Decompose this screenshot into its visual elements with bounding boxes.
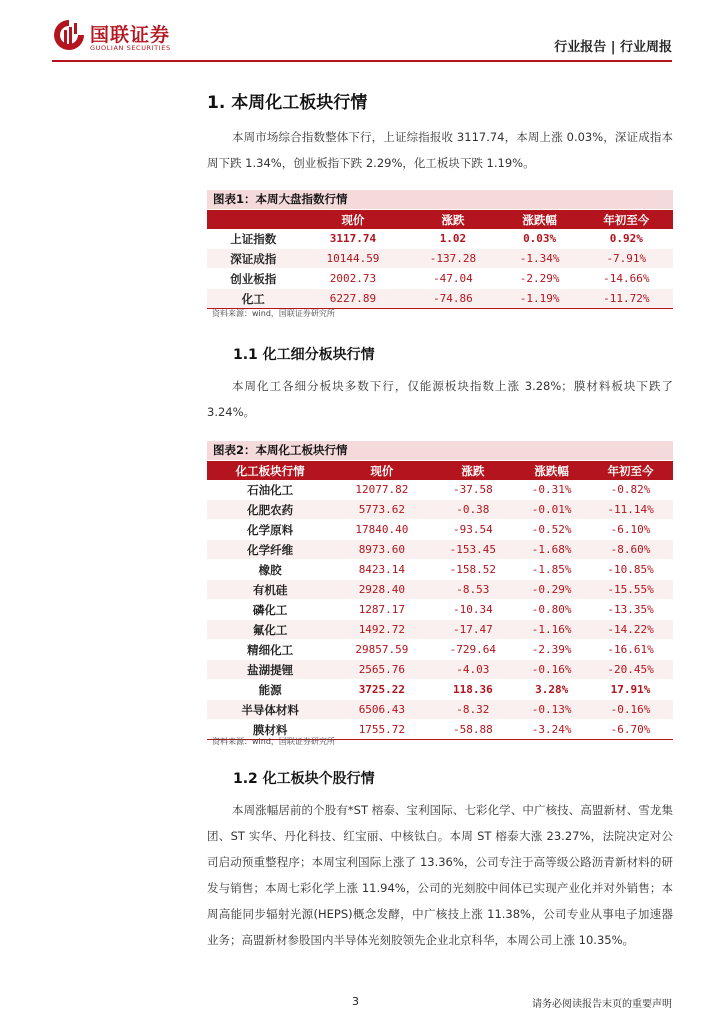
pct-change-cell: -1.19% [500,289,580,309]
change-cell: -10.34 [430,600,515,620]
table-row [207,580,673,600]
price-cell: 1755.72 [333,720,430,740]
pct-change-cell: -0.29% [515,580,588,600]
ytd-cell: -15.55% [588,580,673,600]
price-cell: 3117.74 [300,229,407,249]
price-cell: 5773.62 [333,500,430,520]
header-divider [52,60,672,62]
change-cell: -137.28 [406,249,499,269]
price-cell: 2002.73 [300,269,407,289]
row-label: 有机硅 [207,580,333,600]
price-cell: 3725.22 [333,680,430,700]
table-row [207,289,673,309]
section-paragraph: 本周市场综合指数整体下行，上证综指报收 3117.74，本周上涨 0.03%，深证成指本周下跌 1.34%，创业板指下跌 2.29%，化工板块下跌 1.19%。 [207,130,673,170]
price-cell: 6227.89 [300,289,407,309]
column-header: 化工板块行情 [207,461,333,480]
row-label: 化学原料 [207,520,333,540]
row-label: 石油化工 [207,480,333,500]
change-cell: -729.64 [430,640,515,660]
row-label: 磷化工 [207,600,333,620]
company-logo [52,18,192,58]
ytd-cell: -0.82% [588,480,673,500]
price-cell: 12077.82 [333,480,430,500]
pct-change-cell: 0.03% [500,229,580,249]
column-header: 现价 [300,210,407,229]
column-header [207,210,300,229]
row-label: 化工 [207,289,300,309]
pct-change-cell: -1.85% [515,560,588,580]
subsection-title: 1.1 化工细分板块行情 [233,347,375,363]
change-cell: -0.38 [430,500,515,520]
price-cell: 1492.72 [333,620,430,640]
price-cell: 2565.76 [333,660,430,680]
table-row [207,500,673,520]
row-label: 化肥农药 [207,500,333,520]
row-label: 化学纤维 [207,540,333,560]
change-cell: 118.36 [430,680,515,700]
section-title: 1. 本周化工板块行情 [207,93,368,113]
price-cell: 8973.60 [333,540,430,560]
index-table [207,210,673,309]
table-row [207,620,673,640]
ytd-cell: -11.14% [588,500,673,520]
column-header: 涨跌幅 [515,461,588,480]
logo-mark-icon [52,18,86,52]
table1-source: 资料来源：wind，国联证券研究所 [212,309,335,318]
page-number: 3 [352,995,359,1008]
pct-change-cell: -0.80% [515,600,588,620]
ytd-cell: -7.91% [580,249,673,269]
sector-table [207,461,673,740]
logo-text: 国联证券 [90,24,171,46]
table-row [207,600,673,620]
table-row [207,480,673,500]
row-label: 创业板指 [207,269,300,289]
price-cell: 10144.59 [300,249,407,269]
change-cell: -4.03 [430,660,515,680]
change-cell: -153.45 [430,540,515,560]
ytd-cell: -6.70% [588,720,673,740]
change-cell: -47.04 [406,269,499,289]
table-row [207,249,673,269]
ytd-cell: -6.10% [588,520,673,540]
change-cell: -37.58 [430,480,515,500]
ytd-cell: -10.85% [588,560,673,580]
table1-title: 图表1：本周大盘指数行情 [207,190,673,209]
pct-change-cell: 3.28% [515,680,588,700]
price-cell: 8423.14 [333,560,430,580]
pct-change-cell: -0.16% [515,660,588,680]
table-row [207,680,673,700]
price-cell: 29857.59 [333,640,430,660]
ytd-cell: -14.22% [588,620,673,640]
pct-change-cell: -2.39% [515,640,588,660]
pct-change-cell: -1.68% [515,540,588,560]
change-cell: -8.53 [430,580,515,600]
table-row [207,640,673,660]
row-label: 盐湖提锂 [207,660,333,680]
price-cell: 6506.43 [333,700,430,720]
row-label: 氟化工 [207,620,333,640]
row-label: 能源 [207,680,333,700]
row-label: 半导体材料 [207,700,333,720]
row-label: 精细化工 [207,640,333,660]
pct-change-cell: -2.29% [500,269,580,289]
ytd-cell: -13.35% [588,600,673,620]
logo-subtext: GUOLIAN SECURITIES [90,44,171,52]
table-row [207,700,673,720]
column-header: 涨跌 [406,210,499,229]
ytd-cell: 0.92% [580,229,673,249]
change-cell: -74.86 [406,289,499,309]
subsection-paragraph: 本周化工各细分板块多数下行，仅能源板块指数上涨 3.28%；膜材料板块下跌了 3.24%。 [207,379,673,419]
table-row [207,269,673,289]
table2-title: 图表2：本周化工板块行情 [207,441,673,460]
ytd-cell: -8.60% [588,540,673,560]
ytd-cell: -11.72% [580,289,673,309]
row-label: 上证指数 [207,229,300,249]
subsection-title: 1.2 化工板块个股行情 [233,771,375,787]
pct-change-cell: -1.34% [500,249,580,269]
table-header-row [207,461,673,480]
column-header: 年初至今 [580,210,673,229]
column-header: 年初至今 [588,461,673,480]
page-header [0,0,724,70]
column-header: 涨跌幅 [500,210,580,229]
report-type: 行业报告 | 行业周报 [554,40,672,55]
price-cell: 1287.17 [333,600,430,620]
change-cell: -93.54 [430,520,515,540]
table-row [207,229,673,249]
table-row [207,540,673,560]
ytd-cell: -0.16% [588,700,673,720]
subsection-paragraph: 本周涨幅居前的个股有*ST 榕泰、宝利国际、七彩化学、中广核技、高盟新材、雪龙集团、ST 实华、丹化科技、红宝丽、中核钛白。本周 ST 榕泰大涨 23.27%，法院决定对公司启动预重整程序；本周宝利国际上涨了 13.36%，公司专注于高等级公路沥青新材料的研发与销售；本周七彩化学上涨 11.94%，公司的光刻胶中间体已实现产业化并对外销售；本周高能同步辐射光源(HEPS)概念发酵，中广核技上涨 11.38%，公司专业从事电子加速器业务；高盟新材参股国内半导体光刻胶领先企业北京科华，本周公司上涨 10.35%。 [207,803,673,947]
table-header-row [207,210,673,229]
column-header: 涨跌 [430,461,515,480]
pct-change-cell: -1.16% [515,620,588,640]
row-label: 橡胶 [207,560,333,580]
change-cell: -8.32 [430,700,515,720]
column-header: 现价 [333,461,430,480]
change-cell: 1.02 [406,229,499,249]
ytd-cell: -16.61% [588,640,673,660]
change-cell: -158.52 [430,560,515,580]
table2-source: 资料来源：wind，国联证券研究所 [212,737,335,746]
ytd-cell: -20.45% [588,660,673,680]
ytd-cell: 17.91% [588,680,673,700]
table-row [207,520,673,540]
table-row [207,560,673,580]
pct-change-cell: -0.52% [515,520,588,540]
change-cell: -17.47 [430,620,515,640]
pct-change-cell: -0.01% [515,500,588,520]
ytd-cell: -14.66% [580,269,673,289]
disclaimer-note: 请务必阅读报告末页的重要声明 [532,999,672,1010]
change-cell: -58.88 [430,720,515,740]
price-cell: 2928.40 [333,580,430,600]
table-row [207,660,673,680]
pct-change-cell: -3.24% [515,720,588,740]
price-cell: 17840.40 [333,520,430,540]
row-label: 深证成指 [207,249,300,269]
pct-change-cell: -0.31% [515,480,588,500]
pct-change-cell: -0.13% [515,700,588,720]
row-label: 膜材料 [207,720,333,740]
